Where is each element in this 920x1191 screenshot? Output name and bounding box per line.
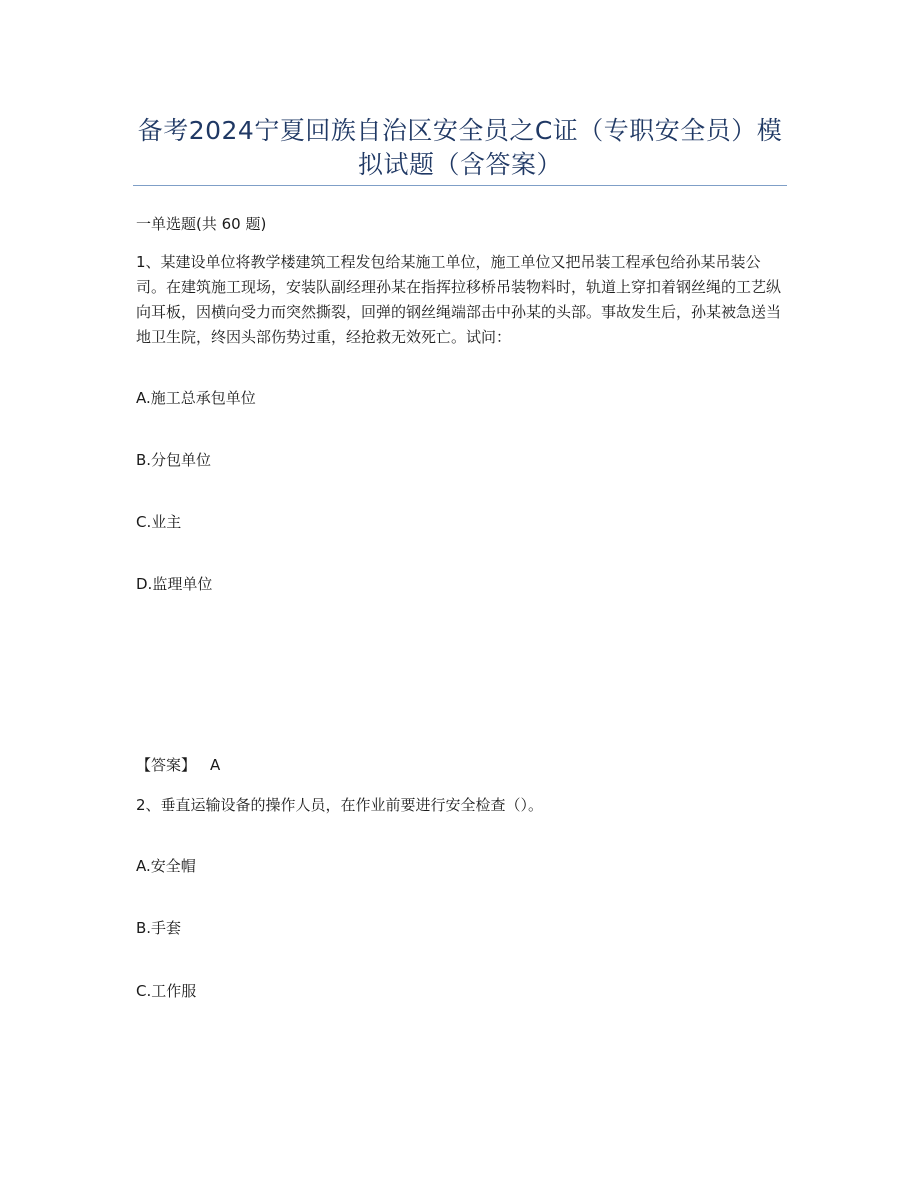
question-1-option-d: D.监理单位: [136, 575, 213, 593]
question-2-option-c: C.工作服: [136, 982, 197, 1000]
question-2-option-a: A.安全帽: [136, 857, 196, 875]
question-1-answer: [136, 753, 784, 777]
page-title: 备考2024宁夏回族自治区安全员之C证（专职安全员）模拟试题（含答案）: [137, 116, 783, 179]
answer-label: 【答案】: [136, 756, 197, 774]
answer-value: A: [210, 756, 221, 774]
question-1-stem: 1、某建设单位将教学楼建筑工程发包给某施工单位，施工单位又把吊装工程承包给孙某吊装公司。在建筑施工现场，安装队副经理孙某在指挥拉移桥吊装物料时，轨道上穿扣着钢丝绳的工艺纵向耳板，因横向受力而突然撕裂，回弹的钢丝绳端部击中孙某的头部。事故发生后，孙某被急送当地卫生院，终因头部伤势过重，经抢救无效死亡。试问：: [136, 253, 782, 346]
question-1-option-a: A.施工总承包单位: [136, 389, 256, 407]
section-header: 一单选题(共 60 题): [136, 215, 267, 233]
question-1-option-c: C.业主: [136, 513, 182, 531]
question-2-option-b: B.手套: [136, 919, 182, 937]
question-2-stem: 2、垂直运输设备的操作人员，在作业前要进行安全检查（）。: [136, 796, 544, 814]
question-1-option-b: B.分包单位: [136, 451, 212, 469]
title-divider: [133, 185, 787, 186]
